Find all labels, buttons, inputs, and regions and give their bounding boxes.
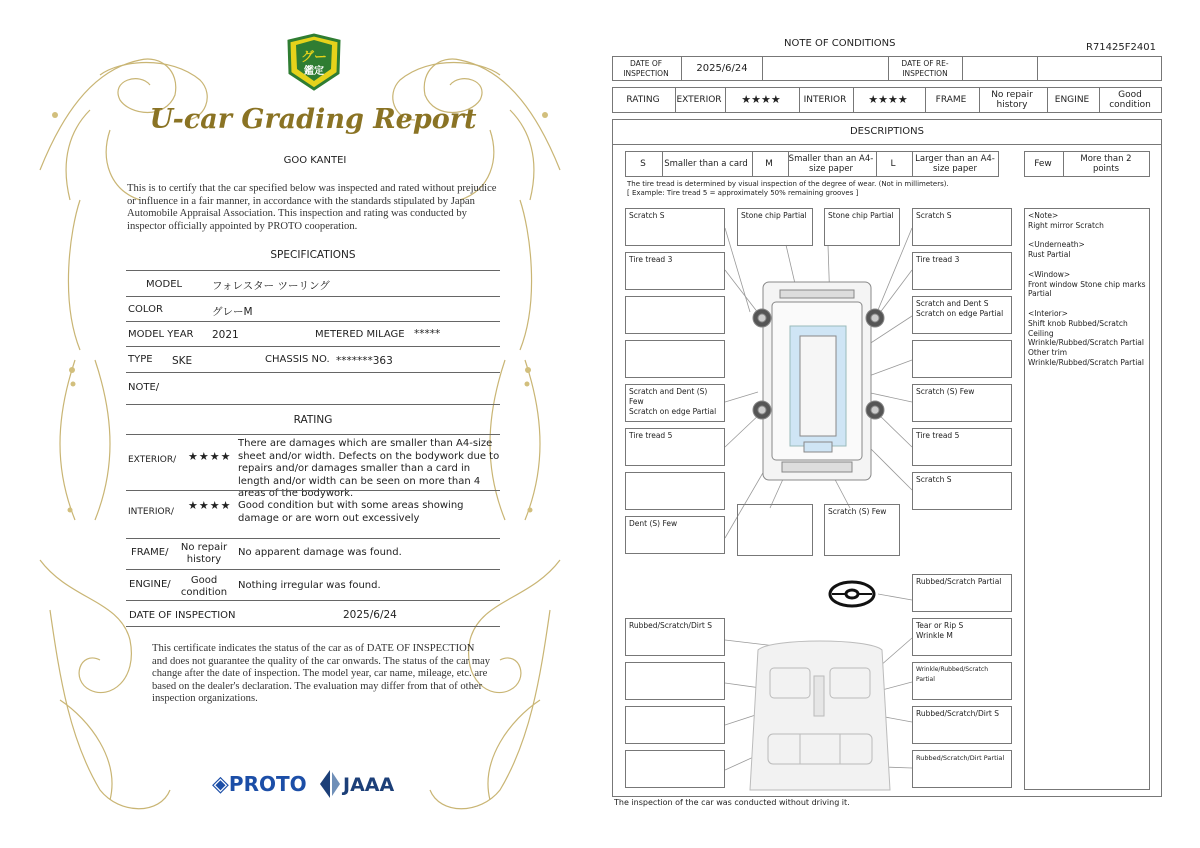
certificate-disclaimer: This certificate indicates the status of the car as of DATE OF INSPECTION and does not guarantee the quality of the car onwards. The status of the car may change after the date of inspection. The model year, car name, mileage, etc. are based on the dealer's declaration. The evaluation may differ from that of other inspection organizations.	[152, 643, 491, 704]
exterior-box-rear-right: Scratch S	[912, 472, 1012, 510]
interior-stars: ★★★★	[188, 499, 232, 512]
divider	[126, 404, 500, 405]
interior-label: INTERIOR	[803, 95, 847, 105]
exterior-box-door-right: Scratch (S) Few	[912, 384, 1012, 422]
exterior-box-rear-left: Dent (S) Few	[625, 516, 725, 554]
exterior-label: EXTERIOR/	[128, 455, 177, 465]
interior-box-shift-knob: Rubbed/Scratch/Dirt S	[912, 706, 1012, 744]
exterior-box-hood-right: Stone chip Partial	[824, 208, 900, 246]
model-label: MODEL	[146, 279, 183, 290]
frame-label: FRAME	[935, 95, 967, 105]
interior-description: Good condition but with some areas showing damage or are worn out excessively	[238, 500, 464, 524]
jaaa-logo-text: JAAA	[343, 774, 395, 796]
legend-text-s: Smaller than a card	[664, 159, 748, 169]
divider	[126, 626, 500, 627]
rating-label: RATING	[626, 95, 660, 105]
interior-box-steering: Rubbed/Scratch Partial	[912, 574, 1012, 612]
exterior-box-fender-right: Scratch and Dent S Scratch on edge Partial	[912, 296, 1012, 334]
exterior-box-empty	[737, 504, 813, 556]
date-of-inspection-label: DATE OF INSPECTION	[623, 58, 669, 78]
interior-label: INTERIOR/	[128, 507, 174, 517]
exterior-description: There are damages which are smaller than A4-size sheet and/or width. Defects on the bodywork due to repairs and/or damages smaller than a card in length and/or width can be seen on more than 4 areas of the bodywork.	[238, 438, 500, 499]
frame-label: FRAME/	[131, 547, 169, 558]
date-of-inspection-value: 2025/6/24	[343, 609, 397, 621]
model-year-label: MODEL YEAR	[128, 329, 194, 340]
legend-key-s: S	[640, 159, 646, 169]
proto-logo: ◈PROTO	[212, 772, 307, 797]
date-of-inspection-label: DATE OF INSPECTION	[129, 610, 236, 621]
divider	[126, 538, 500, 539]
legend-key-l: L	[890, 159, 896, 169]
interior-box-ceiling: Rubbed/Scratch/Dirt S	[625, 618, 725, 656]
engine-label: ENGINE	[1054, 95, 1090, 105]
inspection-footer: The inspection of the car was conducted without driving it.	[614, 798, 850, 807]
svg-text:グー: グー	[300, 50, 328, 65]
divider	[126, 321, 500, 322]
exterior-box-front-right: Scratch S	[912, 208, 1012, 246]
interior-box-trim: Wrinkle/Rubbed/Scratch Partial	[912, 662, 1012, 700]
specifications-heading: SPECIFICATIONS	[270, 249, 356, 261]
interior-box-empty	[625, 750, 725, 788]
divider	[126, 434, 500, 435]
exterior-box-hood-left: Stone chip Partial	[737, 208, 813, 246]
interior-box-seat-tear: Tear or Rip S Wrinkle M	[912, 618, 1012, 656]
goo-kantei-badge-icon	[286, 33, 342, 91]
color-value: グレーM	[212, 306, 253, 318]
tire-example: [ Example: Tire tread 5 = approximately 50% remaining grooves ]	[627, 189, 859, 197]
legend-text-m: Smaller than an A4-size paper	[788, 154, 874, 174]
interior-stars: ★★★★	[868, 93, 908, 106]
steering-wheel-icon	[830, 582, 874, 606]
frame-value: No repair history	[991, 90, 1033, 110]
exterior-box-empty	[625, 340, 725, 378]
frame-value: No repair history	[180, 542, 228, 565]
engine-description: Nothing irregular was found.	[238, 580, 381, 591]
exterior-box-tire-rear-left: Tire tread 5	[625, 428, 725, 466]
legend-key-few: Few	[1034, 159, 1052, 169]
condition-notes: <Note> Right mirror Scratch <Underneath> Rust Partial <Window> Front window Stone chip marks Partial <Interior> Shift knob Rubbed/Scratch Ceiling Wrinkle/Rubbed/Scratch Partial Other trim Wrinkle/Rubbed/Scratch Partial	[1024, 208, 1150, 790]
exterior-box-tire-rear-right: Tire tread 5	[912, 428, 1012, 466]
tire-note: The tire tread is determined by visual inspection of the degree of wear. (Not in millimeters).	[627, 180, 949, 188]
legend-text-l: Larger than an A4-size paper	[915, 154, 995, 174]
exterior-box-empty	[912, 340, 1012, 378]
divider	[126, 346, 500, 347]
exterior-box-tailgate: Scratch (S) Few	[824, 504, 900, 556]
engine-value: Good condition	[180, 575, 228, 598]
svg-text:鑑定: 鑑定	[304, 66, 324, 77]
certification-statement: This is to certify that the car specified below was inspected and rated without prejudice or influence in a fair manner, in accordance with the standards stipulated by Japan Automobile Appraisal Association. This inspection and rating was conducted by inspector officially appointed by PROTO cooperation.	[127, 183, 497, 232]
frame-description: No apparent damage was found.	[238, 547, 402, 558]
exterior-box-empty	[625, 296, 725, 334]
reinspection-label: DATE OF RE-INSPECTION	[901, 58, 949, 78]
chassis-value: *******363	[336, 355, 393, 367]
model-value: フォレスター ツーリング	[212, 280, 330, 292]
exterior-box-front-left: Scratch S	[625, 208, 725, 246]
legend-text-few: More than 2 points	[1080, 154, 1132, 174]
rating-heading: RATING	[293, 414, 333, 426]
divider	[126, 600, 500, 601]
exterior-box-tire-front-right: Tire tread 3	[912, 252, 1012, 290]
exterior-stars: ★★★★	[741, 93, 781, 106]
metered-mileage-label: METERED MILAGE	[315, 329, 405, 340]
divider	[126, 270, 500, 271]
interior-box-empty	[625, 706, 725, 744]
jaaa-logo-icon	[320, 770, 340, 798]
conditions-heading: NOTE OF CONDITIONS	[784, 38, 896, 49]
engine-value: Good condition	[1109, 90, 1151, 110]
color-label: COLOR	[128, 304, 163, 315]
interior-box-empty	[625, 662, 725, 700]
divider	[126, 569, 500, 570]
type-label: TYPE	[128, 354, 153, 365]
divider	[126, 296, 500, 297]
engine-label: ENGINE/	[129, 579, 171, 590]
divider	[126, 372, 500, 373]
exterior-label: EXTERIOR	[676, 95, 722, 105]
reference-number: R71425F2401	[1086, 42, 1156, 53]
note-label: NOTE/	[128, 382, 160, 393]
exterior-box-door-left: Scratch and Dent (S) Few Scratch on edge Partial	[625, 384, 725, 422]
date-of-inspection-value: 2025/6/24	[696, 62, 748, 74]
exterior-box-tire-front-left: Tire tread 3	[625, 252, 725, 290]
interior-box-rear-seat: Rubbed/Scratch/Dirt Partial	[912, 750, 1012, 788]
type-value: SKE	[172, 355, 193, 367]
metered-mileage-value: *****	[414, 328, 441, 340]
legend-key-m: M	[765, 159, 773, 169]
descriptions-heading: DESCRIPTIONS	[849, 126, 925, 137]
chassis-label: CHASSIS NO.	[265, 354, 330, 365]
exterior-box-empty	[625, 472, 725, 510]
exterior-stars: ★★★★	[188, 450, 232, 463]
model-year-value: 2021	[212, 329, 239, 341]
report-subtitle: GOO KANTEI	[283, 155, 347, 166]
note-of-conditions	[600, 0, 1200, 848]
divider	[126, 490, 500, 491]
report-title: U-car Grading Report	[149, 104, 477, 135]
